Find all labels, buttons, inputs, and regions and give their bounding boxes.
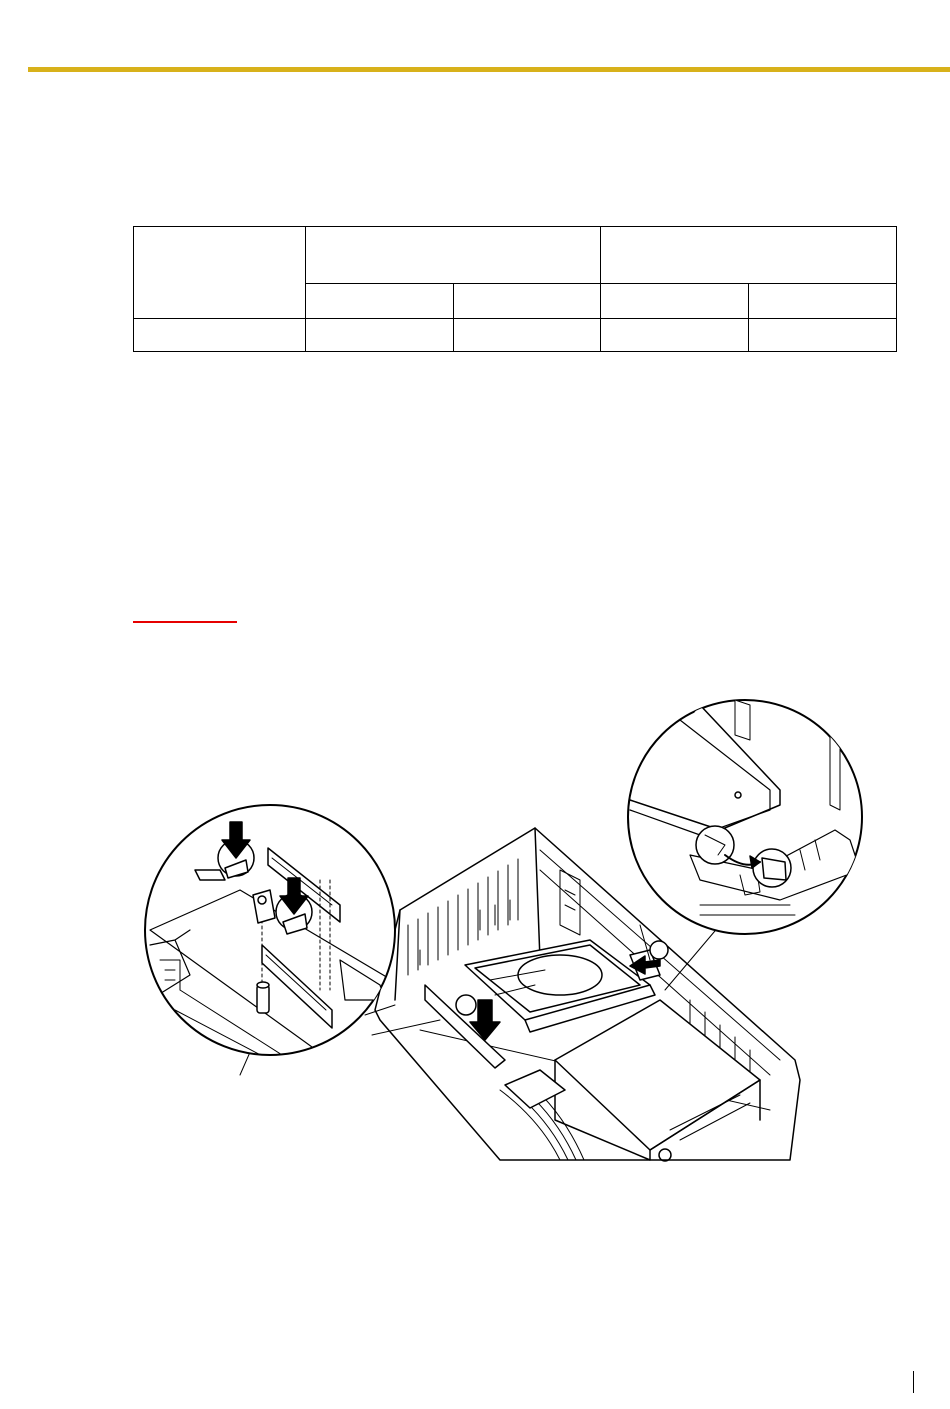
table-corner-cell [134, 227, 306, 319]
table-cell [601, 319, 749, 352]
table-sub-header [306, 284, 454, 319]
installation-figure [140, 695, 865, 1170]
table-group-header [601, 227, 897, 284]
table-cell [749, 319, 897, 352]
table-cell [454, 319, 601, 352]
header-rule [28, 67, 950, 72]
table-cell [134, 319, 306, 352]
table-sub-header [454, 284, 601, 319]
table-cell [306, 319, 454, 352]
table-sub-header [601, 284, 749, 319]
spec-table [133, 226, 897, 352]
detail-circle-right [628, 700, 862, 934]
page-footer-divider [913, 1371, 914, 1393]
table-group-header [306, 227, 601, 284]
table-sub-header [749, 284, 897, 319]
reference-link[interactable] [133, 621, 237, 623]
detail-circle-left [145, 805, 400, 1060]
